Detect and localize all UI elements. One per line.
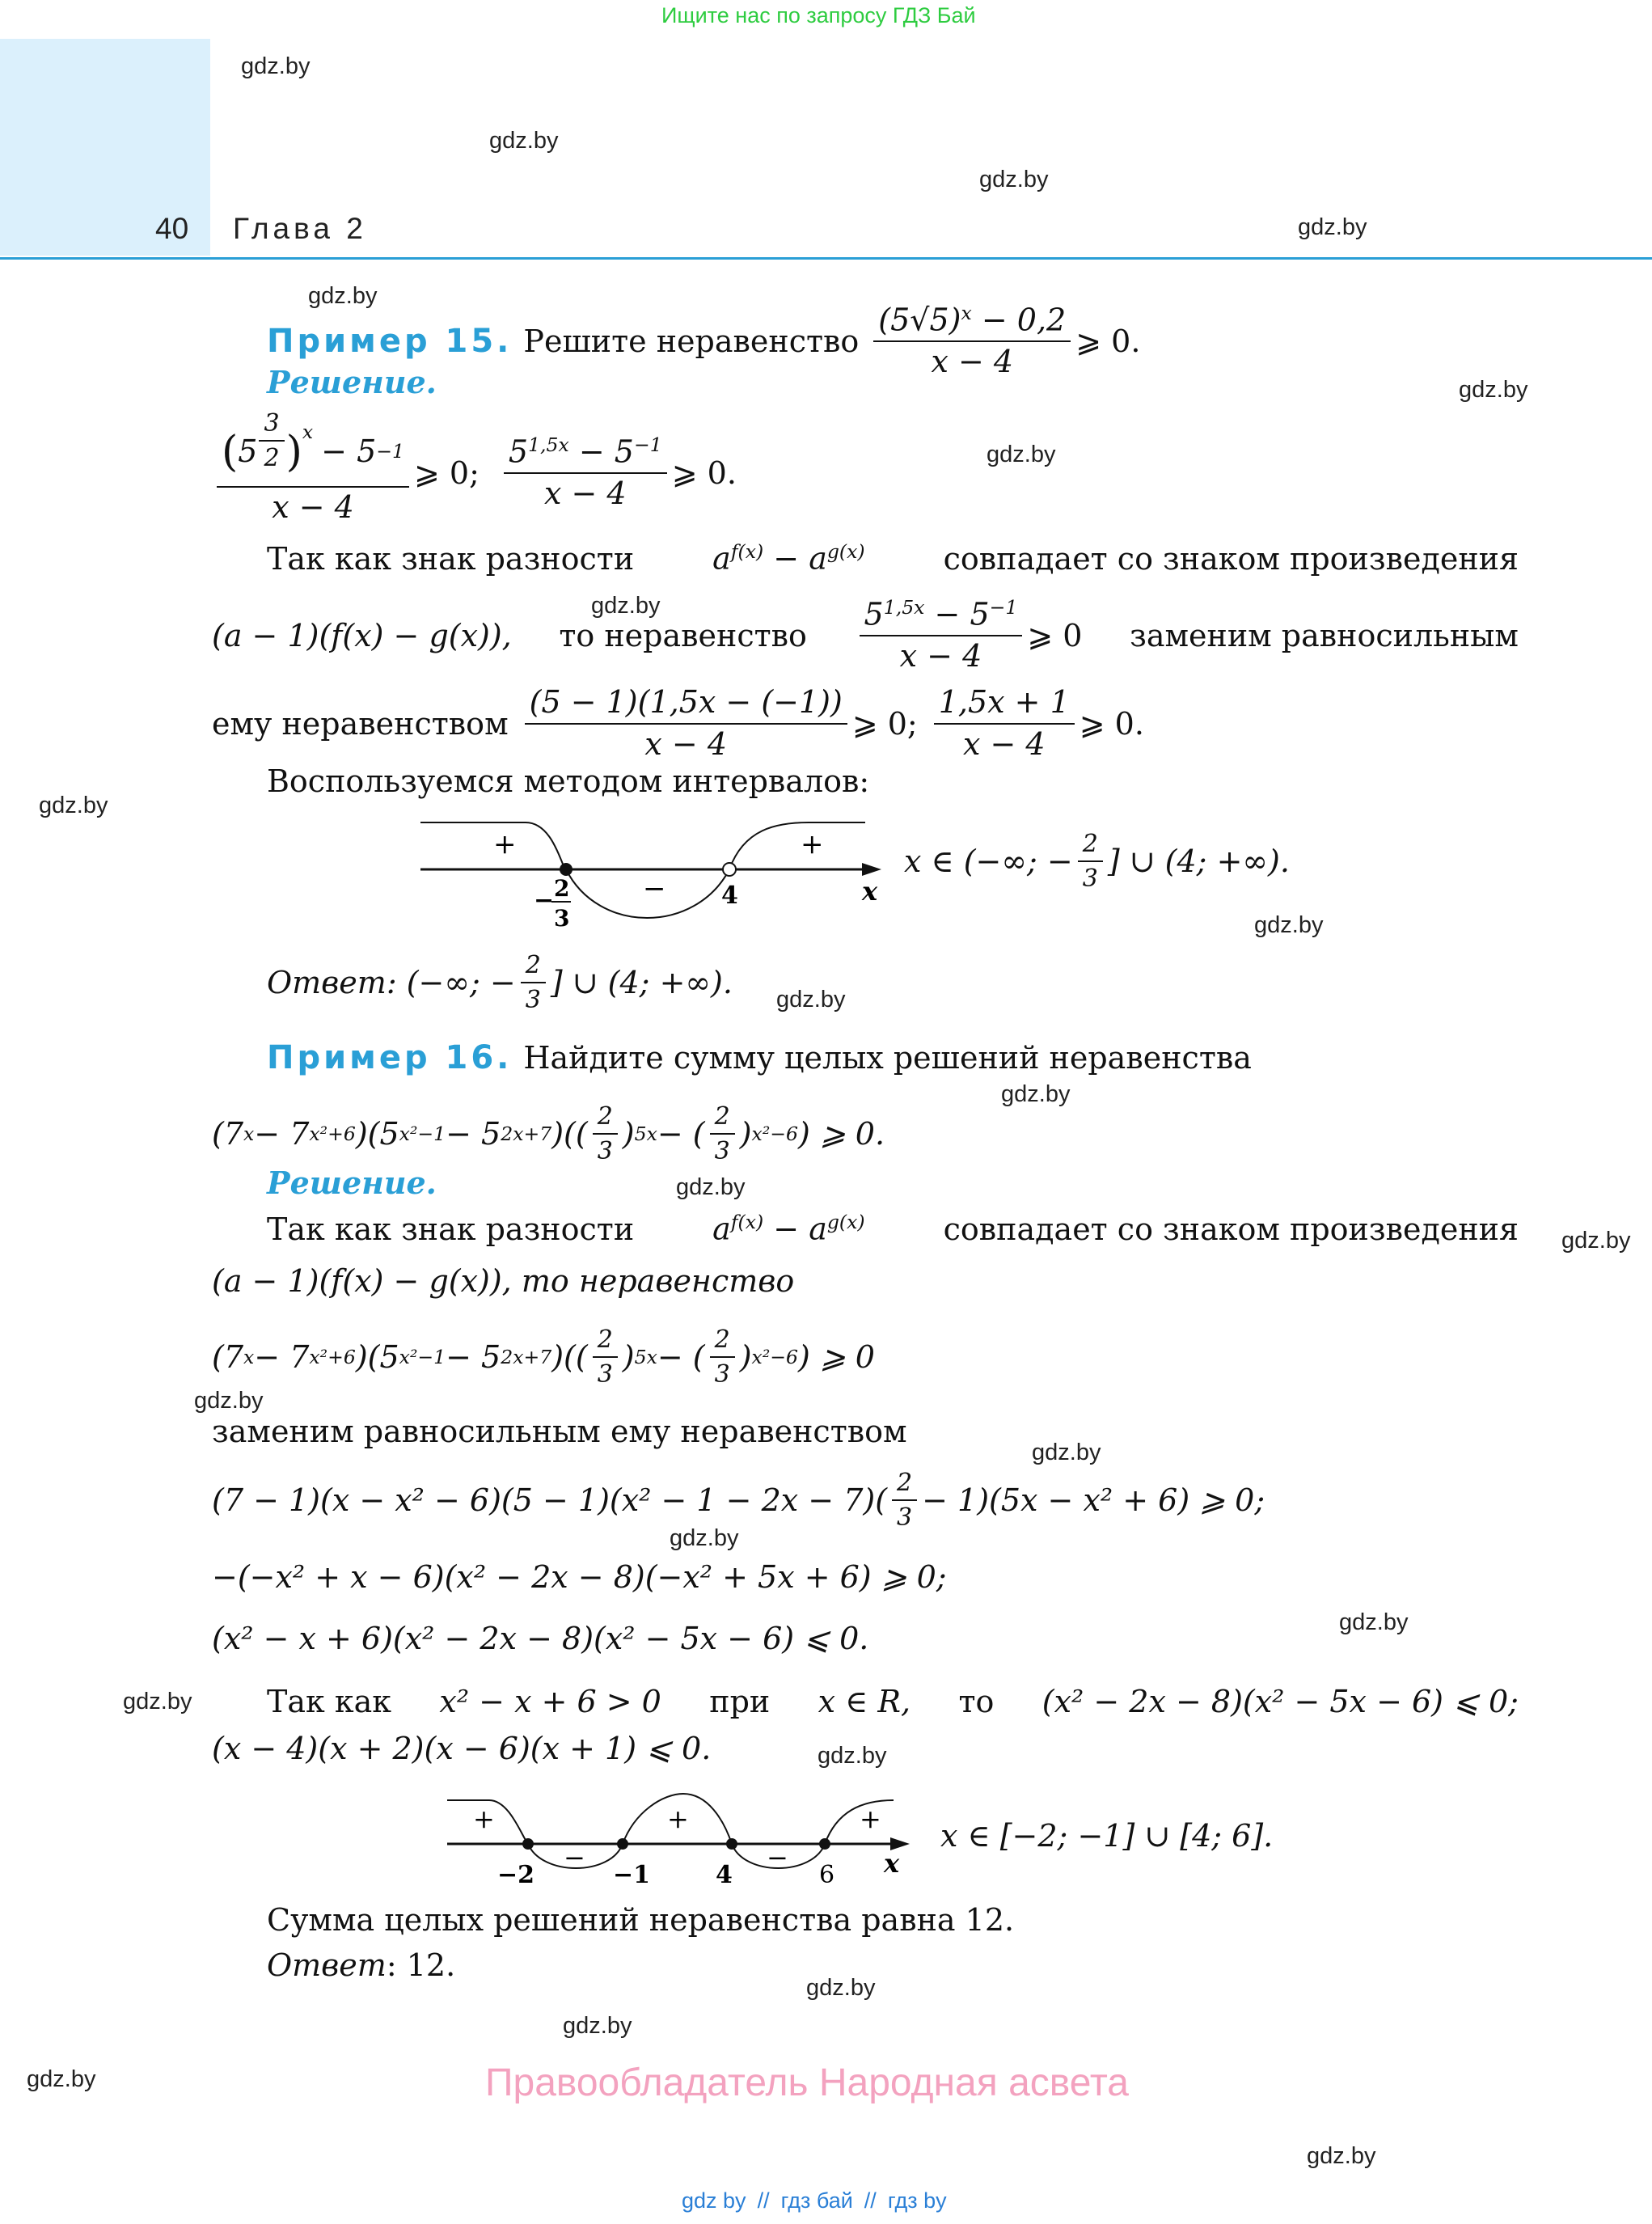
footer-links — [682, 2188, 947, 2213]
watermark: gdz.by — [1298, 214, 1367, 240]
sign-plus: + — [473, 1803, 495, 1834]
point-label: 2 — [554, 875, 570, 902]
watermark: gdz.by — [1254, 912, 1324, 938]
chapter-title: Глава 2 — [233, 212, 367, 245]
page-number: 40 — [155, 212, 189, 245]
sign-plus: + — [801, 828, 824, 860]
footer-link[interactable]: гдз by — [887, 2188, 947, 2213]
step1-fraction-b: $\frac{5^{1,5x} - 5^{-1}}{x - 4}$ — [504, 435, 667, 511]
sign-plus: + — [493, 828, 517, 860]
ex16-line-1: (7 − 1)(x − x² − 6)(5 − 1)(x² − 1 − 2x − 7)( $\frac{2}{3}$ − 1)(5x − x² + 6) ⩾ 0; — [212, 1469, 1265, 1532]
footer-link[interactable]: гдз бай — [780, 2188, 853, 2213]
step1-relation-b: ⩾ 0. — [671, 455, 737, 491]
point-label: 4 — [721, 882, 738, 910]
watermark: gdz.by — [979, 167, 1049, 192]
axis-variable: x — [862, 876, 878, 907]
ex16-paragraph-3: заменим равносильным ему неравенством — [212, 1414, 907, 1449]
ex15-paragraph-4: Воспользуемся методом интервалов: — [267, 763, 870, 799]
ex16-inequality: (7 x − 7 x²+6 )(5 x²−1 − 5 2x+7 )(( $\frac{2}{3}$ ) 5x − ( $\frac{2}{3}$ ) x²−6 ) ⩾ 0. — [212, 1102, 885, 1165]
ex16-line-2: −(−x² + x − 6)(x² − 2x − 8)(−x² + 5x + 6) ⩾ 0; — [212, 1559, 947, 1595]
ex15-paragraph-2: (a − 1)(f(x) − g(x)), то неравенство $\frac{5^{1,5x} - 5^{-1}}{x - 4}$ ⩾ 0 заменим равносильным — [212, 595, 1519, 674]
watermark: gdz.by — [987, 442, 1056, 467]
ex16-line-4: Так как x² − x + 6 > 0 при x ∈ R, то (x² − 2x − 8)(x² − 5x − 6) ⩽ 0; — [267, 1684, 1519, 1719]
point-label: −1 — [613, 1861, 651, 1889]
watermark: gdz.by — [194, 1388, 264, 1414]
rights-holder: Правообладатель Народная асвета — [485, 2061, 1129, 2104]
watermark: gdz.by — [776, 987, 846, 1013]
interval-answer-2: x ∈ [−2; −1] ∪ [4; 6]. — [940, 1818, 1274, 1854]
watermark: gdz.by — [1459, 377, 1528, 403]
task-relation: ⩾ 0. — [1075, 323, 1141, 359]
footer-link[interactable]: gdz by — [682, 2188, 746, 2213]
watermark: gdz.by — [806, 1975, 876, 2001]
interval-answer-1: x ∈ (−∞; − $\frac{2}{3}$ ] ∪ (4; +∞). — [904, 830, 1290, 893]
axis-variable: x — [884, 1848, 900, 1879]
watermark: gdz.by — [39, 793, 108, 818]
example-label: Пример 16. — [267, 1039, 513, 1076]
point-label: 3 — [554, 905, 570, 932]
watermark: gdz.by — [1561, 1228, 1631, 1254]
header-rule — [0, 257, 1652, 260]
ex15-paragraph-1: Так как знак разности $a^{f(x)} - a^{g(x)}$ совпадает со знаком произведения — [267, 540, 1519, 577]
example-16-heading — [267, 1039, 1252, 1076]
watermark: gdz.by — [1032, 1440, 1101, 1465]
ex15-answer: Ответ : (−∞; − $\frac{2}{3}$ ] ∪ (4; +∞). — [267, 951, 733, 1014]
watermark: gdz.by — [818, 1743, 887, 1769]
watermark: gdz.by — [1339, 1609, 1409, 1635]
watermark: gdz.by — [123, 1689, 192, 1715]
solution-label: Решение. — [267, 1165, 437, 1201]
ex16-line-3: (x² − x + 6)(x² − 2x − 8)(x² − 5x − 6) ⩽ 0. — [212, 1621, 869, 1656]
footer-separator: // — [757, 2188, 770, 2213]
watermark: gdz.by — [308, 283, 378, 309]
watermark: gdz.by — [670, 1525, 739, 1551]
sign-minus: − — [643, 873, 666, 905]
sign-plus: + — [667, 1803, 689, 1834]
watermark: gdz.by — [27, 2066, 96, 2092]
interval-diagram-2 — [441, 1787, 918, 1892]
interval-diagram-1 — [412, 813, 889, 934]
watermark: gdz.by — [591, 593, 661, 619]
step1-relation-a: ⩾ 0; — [413, 455, 480, 491]
ex16-sum-text: Сумма целых решений неравенства равна 12. — [267, 1902, 1015, 1938]
sign-minus: − — [564, 1842, 585, 1873]
example-label: Пример 15. — [267, 323, 513, 360]
point-label: −2 — [497, 1861, 535, 1889]
watermark: gdz.by — [1001, 1081, 1071, 1107]
sign-plus: + — [860, 1803, 881, 1834]
step-1-line — [212, 409, 737, 534]
ex16-paragraph-1: Так как знак разности $a^{f(x)} - a^{g(x)}$ совпадает со знаком произведения — [267, 1211, 1519, 1247]
top-banner[interactable]: Ищите нас по запросу ГДЗ Бай — [661, 3, 976, 27]
point-label: 6 — [819, 1861, 835, 1889]
watermark: gdz.by — [676, 1174, 746, 1200]
watermark: gdz.by — [241, 53, 311, 79]
task-text: Решите неравенство — [523, 323, 860, 359]
ex16-line-5: (x − 4)(x + 2)(x − 6)(x + 1) ⩽ 0. — [212, 1731, 712, 1766]
ex16-paragraph-2: (a − 1)(f(x) − g(x)), то неравенство — [212, 1263, 795, 1299]
step1-fraction-a: ( 5 $\frac{3}{2}$ ) $^x$ − 5 −1 x − 4 — [217, 421, 409, 525]
footer-separator: // — [864, 2188, 877, 2213]
sign-minus: − — [767, 1842, 788, 1873]
ex15-paragraph-3: ему неравенством $\frac{(5 - 1)(1,5x - (-1))}{x - 4}$ ⩾ 0; $\frac{1,5x + 1}{x - 4}$ ⩾ 0. — [212, 684, 1144, 762]
ex16-inequality-repeat: (7 x − 7 x²+6 )(5 x²−1 − 5 2x+7 )(( $\frac{2}{3}$ ) 5x − ( $\frac{2}{3}$ ) x²−6 ) ⩾ 0 — [212, 1326, 875, 1389]
ex16-answer: Ответ : 12. — [267, 1947, 456, 1983]
solution-label: Решение. — [267, 364, 437, 400]
task-fraction: $\frac{(5√5)^x - 0,2}{x - 4}$ — [873, 303, 1071, 379]
watermark: gdz.by — [489, 128, 559, 154]
point-label: 4 — [716, 1861, 733, 1889]
watermark: gdz.by — [563, 2013, 632, 2039]
task-text: Найдите сумму целых решений неравенства — [523, 1040, 1252, 1076]
watermark: gdz.by — [1307, 2143, 1376, 2169]
point-label: − — [534, 886, 555, 915]
